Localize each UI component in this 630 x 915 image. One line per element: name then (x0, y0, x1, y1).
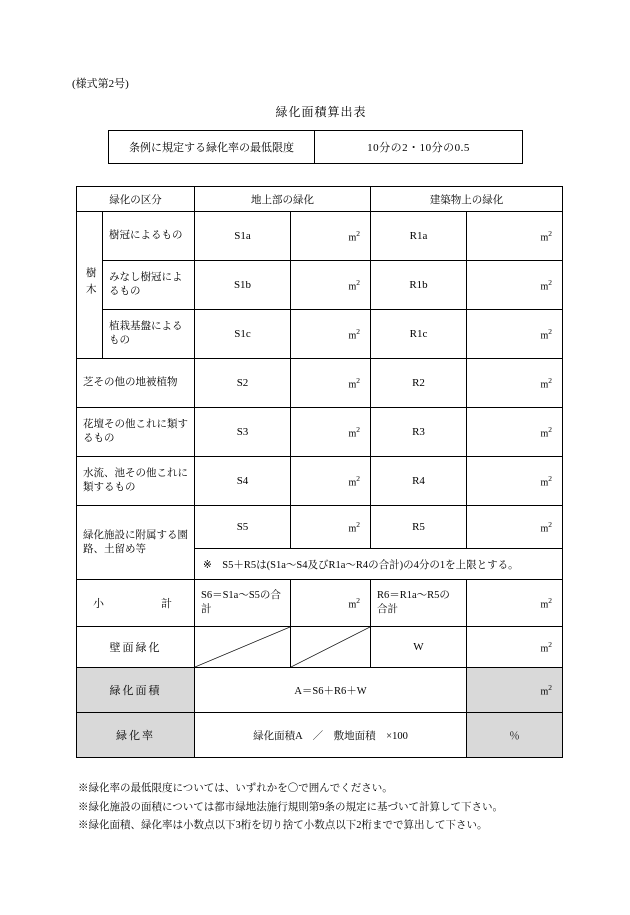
subtotal-label: 小 計 (77, 580, 195, 627)
subtotal-building: R6＝R1a〜R5の合計 (371, 580, 467, 627)
row-category: 芝その他の地被植物 (77, 359, 195, 408)
ground-code: S3 (195, 408, 291, 457)
ground-code: S5 (195, 506, 291, 549)
header-category: 緑化の区分 (77, 187, 195, 212)
green-area-label: 緑化面積 (77, 668, 195, 713)
ground-unit: $m^2$ (291, 261, 371, 310)
group-label-tree: 樹木 (77, 212, 103, 359)
minimum-ratio-value: 10分の2・10分の0.5 (315, 131, 523, 164)
building-unit: $m^2$ (467, 212, 563, 261)
table-row (77, 668, 563, 713)
ground-unit: $m^2$ (291, 580, 371, 627)
wall-ground-unit-blank (291, 627, 371, 668)
minimum-ratio-table (108, 130, 523, 164)
wall-greening-label: 壁面緑化 (77, 627, 195, 668)
building-unit: $m^2$ (467, 627, 563, 668)
ground-code: S2 (195, 359, 291, 408)
row-category: 緑化施設に附属する園路、土留め等 (77, 506, 195, 580)
table-row (77, 457, 563, 506)
table-row (77, 627, 563, 668)
building-unit: $m^2$ (467, 261, 563, 310)
green-area-calculation-table (76, 186, 563, 758)
ground-unit: $m^2$ (291, 408, 371, 457)
table-row (77, 212, 563, 261)
building-unit: $m^2$ (467, 359, 563, 408)
building-code: R2 (371, 359, 467, 408)
row-category: 植栽基盤によるもの (103, 310, 195, 359)
ground-code: S1c (195, 310, 291, 359)
minimum-ratio-label: 条例に規定する緑化率の最低限度 (109, 131, 315, 164)
table-header-row (77, 187, 563, 212)
row-category: 樹冠によるもの (103, 212, 195, 261)
building-unit: $m^2$ (467, 310, 563, 359)
ground-code: S1b (195, 261, 291, 310)
subtotal-ground: S6＝S1a〜S5の合計 (195, 580, 291, 627)
ground-unit: $m^2$ (291, 359, 371, 408)
building-code: R1a (371, 212, 467, 261)
footnote-3: ※緑化面積、緑化率は小数点以下3桁を切り捨て小数点以下2桁までで算出して下さい。 (78, 819, 488, 831)
building-unit: $m^2$ (467, 580, 563, 627)
row-category: みなし樹冠によるもの (103, 261, 195, 310)
table-row (77, 580, 563, 627)
footnote-2: ※緑化施設の面積については都市緑地法施行規則第9条の規定に基づいて計算して下さい。 (78, 801, 504, 813)
building-code: R4 (371, 457, 467, 506)
green-ratio-label: 緑化率 (77, 713, 195, 758)
building-unit: $m^2$ (467, 408, 563, 457)
footnotes (78, 780, 570, 835)
building-code: R1b (371, 261, 467, 310)
table-row (77, 713, 563, 758)
building-code: R3 (371, 408, 467, 457)
table-row (77, 359, 563, 408)
ground-unit: $m^2$ (291, 310, 371, 359)
green-area-formula: A＝S6＋R6＋W (195, 668, 467, 713)
building-code: R1c (371, 310, 467, 359)
ground-unit: $m^2$ (291, 457, 371, 506)
wall-ground-blank (195, 627, 291, 668)
green-ratio-unit: ％ (467, 713, 563, 758)
header-building: 建築物上の緑化 (371, 187, 563, 212)
table-row (77, 408, 563, 457)
row-category: 花壇その他これに類するもの (77, 408, 195, 457)
table-row (109, 131, 523, 164)
header-ground: 地上部の緑化 (195, 187, 371, 212)
footnote-1: ※緑化率の最低限度については、いずれかを〇で囲んでください。 (78, 783, 393, 795)
ground-code: S4 (195, 457, 291, 506)
green-area-unit: $m^2$ (467, 668, 563, 713)
row-category: 水流、池その他これに類するもの (77, 457, 195, 506)
ground-unit: $m^2$ (291, 212, 371, 261)
upper-limit-note: ※ S5＋R5は(S1a〜S4及びR1a〜R4の合計)の4分の1を上限とする。 (195, 549, 563, 580)
ground-code: S1a (195, 212, 291, 261)
page-title: 緑化面積算出表 (275, 105, 367, 120)
green-ratio-formula: 緑化面積A ／ 敷地面積 ×100 (195, 713, 467, 758)
building-code: R5 (371, 506, 467, 549)
building-unit: $m^2$ (467, 457, 563, 506)
table-row (77, 310, 563, 359)
table-row (77, 506, 563, 549)
ground-unit: $m^2$ (291, 506, 371, 549)
wall-building-code: W (371, 627, 467, 668)
building-unit: $m^2$ (467, 506, 563, 549)
table-row (77, 261, 563, 310)
form-number: (様式第2号) (72, 78, 129, 90)
